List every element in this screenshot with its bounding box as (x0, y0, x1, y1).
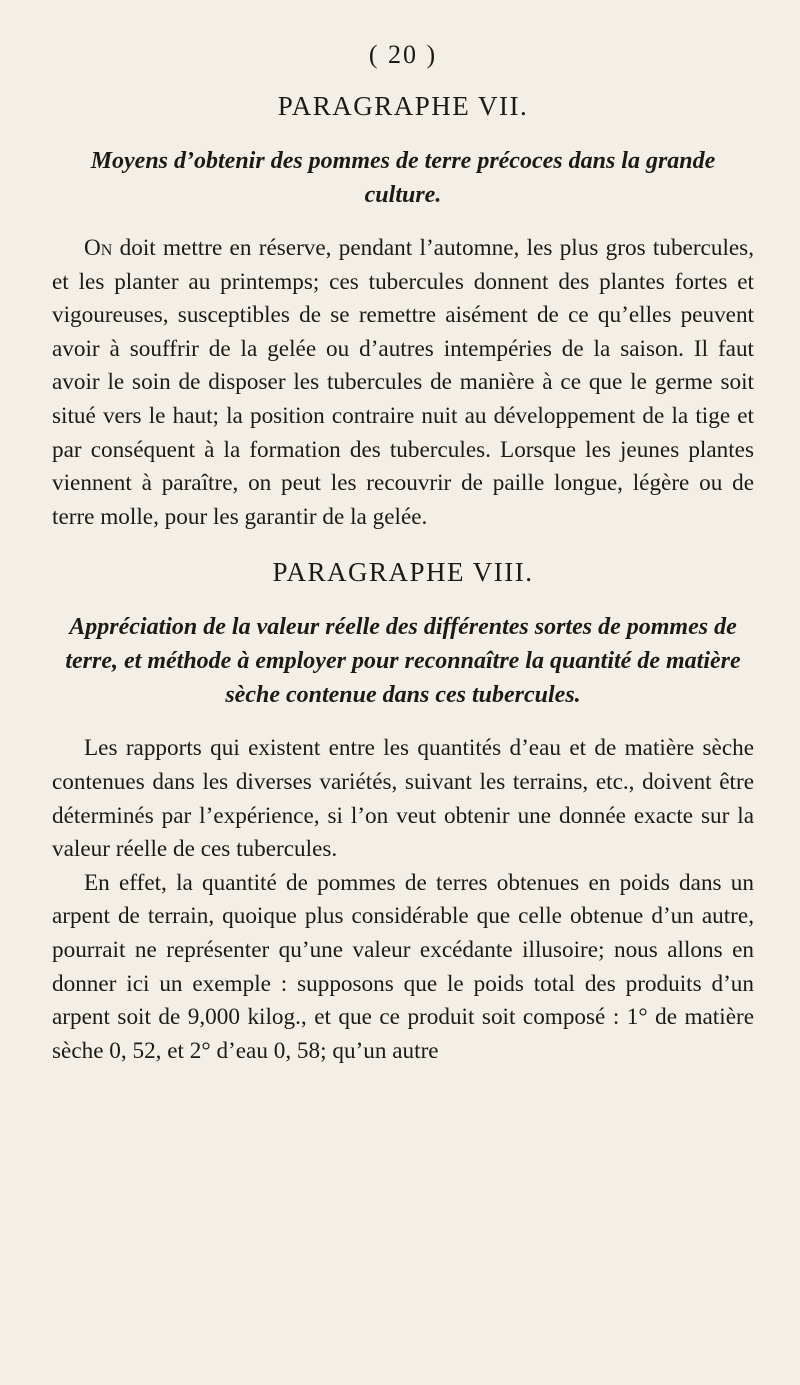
paragraph-vii-1 (52, 232, 754, 534)
section-heading-viii: PARAGRAPHE VIII. (272, 557, 534, 588)
section-heading-vii: PARAGRAPHE VII. (277, 91, 529, 121)
section-title-viii: Appréciation de la valeur réelle des différentes sortes de pommes de terre, et méthode à employer pour reconnaître la quantité de matière sèche contenue dans ces tubercules. (65, 614, 741, 709)
section-title-vii: Moyens d’obtenir des pommes de terre précoces dans la grande culture. (90, 148, 716, 208)
page-number: ( 20 ) (368, 40, 438, 69)
paragraph-first-word: On (84, 235, 113, 261)
paragraph-viii-2: En effet, la quantité de pommes de terres obtenues en poids dans un arpent de terrain, quoique plus considérable que celle obtenue d’un autre, pourrait ne représenter qu’une valeur excédante illusoire; nous allons en donner ici un exemple : supposons que le poids total des produits d’un arpent soit de 9,000 kilog., et que ce produit soit composé : 1° de matière sèche 0, 52, et 2° d’eau 0, 58; qu’un autre (52, 869, 754, 1064)
paragraph-text: doit mettre en réserve, pendant l’automne, les plus gros tubercules, et les planter au printemps; ces tubercules donnent des plantes fortes et vigoureuses, susceptibles de se remettre aisément de ce qu’elles peuvent avoir à souffrir de la gelée ou d’autres intempéries de la saison. Il faut avoir le soin de disposer les tubercules de manière à ce que le germe soit situé vers le haut; la position contraire nuit au développement de la tige et par conséquent à la formation des tubercules. Lorsque les jeunes plantes viennent à paraître, on peut les recouvrir de paille longue, légère ou de terre molle, pour les garantir de la gelée. (52, 235, 754, 530)
paragraph-viii-1: Les rapports qui existent entre les quantités d’eau et de matière sèche contenues dans les diverses variétés, suivant les terrains, etc., doivent être déterminés par l’expérience, si l’on veut obtenir une donnée exacte sur la valeur réelle de ces tubercules. (52, 735, 754, 863)
section-gap (52, 534, 754, 556)
